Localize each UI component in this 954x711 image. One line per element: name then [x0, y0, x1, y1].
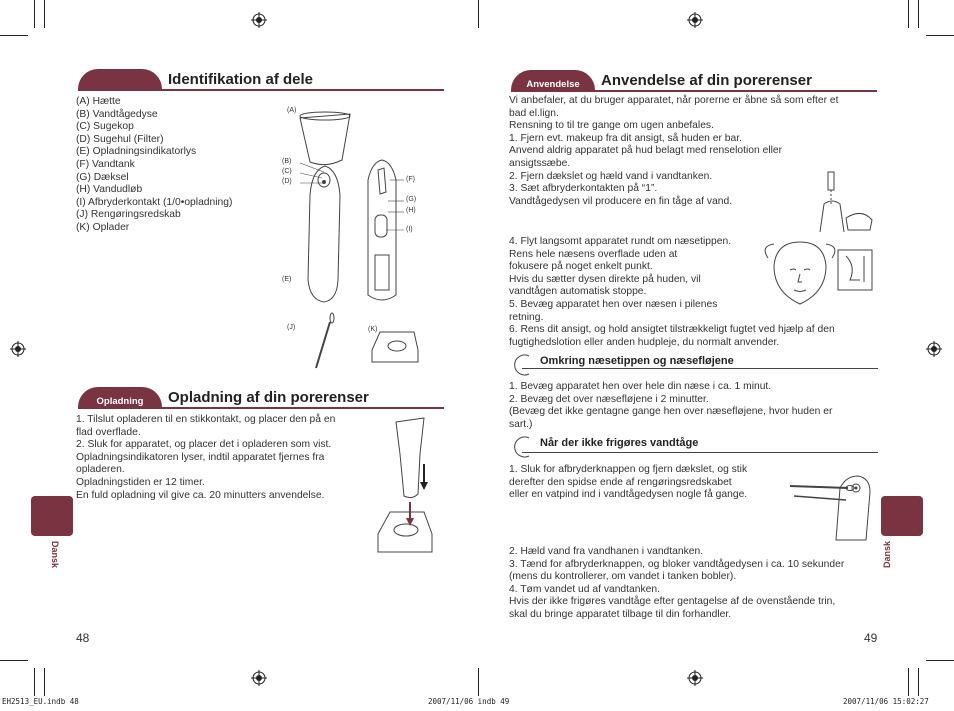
section-title: Identifikation af dele — [168, 71, 314, 88]
text-line: ansigtssæbe. — [509, 157, 571, 169]
section-badge — [78, 69, 162, 91]
text-line: Vandtågedysen vil producere en fin tåge af vand. — [509, 195, 733, 207]
crop-mark — [34, 0, 35, 28]
filling-illustration — [806, 168, 878, 234]
list-item: (C) Sugekop — [76, 121, 134, 133]
crop-mark — [908, 668, 909, 696]
text-line: flad overflade. — [76, 426, 141, 438]
list-item: (H) Vandudløb — [76, 184, 143, 196]
part-label: (H) — [406, 207, 416, 214]
crop-mark — [44, 668, 45, 696]
charge-instructions — [76, 414, 335, 502]
crop-mark — [0, 660, 28, 661]
mist-instructions-cont — [509, 546, 844, 622]
list-item: (E) Opladningsindikatorlys — [76, 146, 197, 158]
registration-mark-icon — [687, 12, 703, 28]
text-line: 4. Tøm vandet ud af vandtanken. — [509, 583, 660, 595]
face-illustration — [760, 236, 876, 310]
registration-mark-icon — [926, 341, 942, 357]
part-label: (K) — [368, 326, 378, 333]
text-line: derefter den spidse ende af rengøringsredskabet — [509, 476, 732, 488]
section-rule — [78, 89, 444, 91]
part-label: (A) — [287, 107, 297, 114]
part-label: (C) — [282, 168, 292, 175]
section-badge: Opladning — [78, 387, 162, 409]
text-line: skal du bringe apparatet tilbage til din forhandler. — [509, 608, 732, 620]
part-label: (B) — [282, 158, 292, 165]
text-line: 2. Fjern dækslet og hæld vand i vandtanken. — [509, 170, 713, 182]
text-line: sart.) — [509, 418, 533, 430]
text-line: (Bevæg det ikke gentagne gange hen over næsefløjene, hvor huden er — [509, 406, 833, 418]
cleaning-tool-illustration — [786, 462, 882, 542]
sub-heading-rule — [522, 368, 878, 369]
text-line: 1. Sluk for afbryderknappen og fjern dækslet, og stik — [509, 464, 748, 475]
registration-mark-icon — [251, 670, 267, 686]
section-rule — [78, 407, 444, 409]
text-line: 1. Tilslut opladeren til en stikkontakt, og placer den på en — [76, 414, 336, 425]
text-line: 5. Bevæg apparatet hen over næsen i pilenes — [509, 298, 718, 310]
parts-list — [76, 96, 232, 235]
text-line: retning. — [509, 311, 544, 323]
part-label: (E) — [282, 276, 292, 283]
text-line: bad el.lign. — [509, 107, 559, 119]
part-label: (I) — [406, 226, 413, 233]
text-line: Hvis der ikke frigøres vandtåge efter gentagelse af de ovenstående trin, — [509, 596, 836, 608]
text-line: 2. Sluk for apparatet, og placer det i opladeren som vist. — [76, 439, 332, 451]
crop-mark — [926, 660, 954, 661]
text-line: (mens du kontrollerer, om vandet i tanken bobler). — [509, 571, 737, 583]
device-parts-illustration — [280, 100, 450, 370]
charging-illustration — [372, 414, 442, 564]
list-item: (I) Afbryderkontakt (1/0•opladning) — [76, 196, 233, 208]
crop-mark — [918, 0, 919, 28]
sub-heading: Når der ikke frigøres vandtåge — [540, 437, 699, 449]
crop-mark — [478, 0, 479, 28]
text-line: eller en vatpind ind i vandtågedysen nogle få gange. — [509, 489, 748, 501]
text-line: Vi anbefaler, at du bruger apparatet, når porerne er åbne så som efter et — [509, 95, 839, 106]
list-item: (J) Rengøringsredskab — [76, 209, 181, 221]
footer-date-left: 2007/11/06 indb 49 — [428, 697, 510, 706]
registration-mark-icon — [251, 12, 267, 28]
text-line: 3. Tænd for afbryderknappen, og bloker vandtågedysen i ca. 10 sekunder — [509, 558, 845, 570]
text-line: opladeren. — [76, 464, 125, 476]
text-line: Rens hele næsens overflade uden at — [509, 248, 678, 260]
side-tab-label: Dansk — [882, 541, 892, 569]
part-label: (J) — [287, 324, 296, 331]
text-line: vandtågen automatisk stoppe. — [509, 286, 647, 298]
text-line: 2. Bevæg det over næsefløjene i 2 minutter. — [509, 393, 709, 405]
text-line: Rensning to til tre gange om ugen anbefales. — [509, 120, 714, 132]
crop-mark — [34, 668, 35, 696]
text-line: Anvend aldrig apparatet på hud belagt med renselotion eller — [509, 145, 783, 157]
sub-heading-rule — [522, 452, 878, 453]
footer-file: EH2513_EU.indb 48 — [2, 697, 79, 706]
section-title: Opladning af din porerenser — [168, 389, 369, 406]
side-tab-label: Dansk — [50, 541, 60, 569]
list-item: (K) Oplader — [76, 221, 130, 233]
part-label: (F) — [406, 176, 415, 183]
side-tab — [31, 496, 73, 536]
part-label: (G) — [406, 196, 417, 203]
sub-heading-marker-icon — [509, 436, 531, 458]
registration-mark-icon — [10, 341, 26, 357]
text-line: 1. Fjern evt. makeup fra dit ansigt, så huden er bar. — [509, 132, 742, 144]
page-number: 48 — [76, 631, 90, 645]
list-item: (B) Vandtågedyse — [76, 108, 158, 120]
page-number: 49 — [864, 631, 878, 645]
list-item: (D) Sugehul (Filter) — [76, 133, 164, 145]
registration-mark-icon — [687, 670, 703, 686]
crop-mark — [44, 0, 45, 28]
sub-heading-marker-icon — [509, 354, 531, 376]
text-line: fugtighedslotion eller anden hudpleje, du normalt anvender. — [509, 336, 780, 348]
crop-mark — [908, 0, 909, 28]
list-item: (F) Vandtank — [76, 158, 135, 170]
text-line: Opladningstiden er 12 timer. — [76, 476, 205, 488]
part-label: (D) — [282, 178, 292, 185]
text-line: 2. Hæld vand fra vandhanen i vandtanken. — [509, 546, 704, 557]
nose-instructions — [509, 381, 832, 431]
crop-mark — [918, 668, 919, 696]
list-item: (G) Dæksel — [76, 171, 129, 183]
sub-heading: Omkring næsetippen og næsefløjene — [540, 355, 734, 367]
text-line: 4. Flyt langsomt apparatet rundt om næsetippen. — [509, 236, 732, 247]
footer-date-right: 2007/11/06 15:02:27 — [843, 697, 929, 706]
usage-instructions — [509, 95, 839, 208]
text-line: Opladningsindikatoren lyser, indtil apparatet fjernes fra — [76, 451, 325, 463]
text-line: fokusere på noget enkelt punkt. — [509, 261, 653, 273]
mist-instructions — [509, 464, 747, 502]
section-title: Anvendelse af din porerenser — [601, 72, 812, 89]
section-badge: Anvendelse — [511, 70, 595, 92]
text-line: 6. Rens dit ansigt, og hold ansigtet tilstrækkeligt fugtet ved hjælp af den — [509, 324, 835, 336]
crop-mark — [478, 668, 479, 696]
section-rule — [511, 90, 877, 92]
list-item: (A) Hætte — [76, 96, 121, 107]
crop-mark — [0, 35, 28, 36]
side-tab — [881, 496, 923, 536]
crop-mark — [926, 35, 954, 36]
text-line: 3. Sæt afbryderkontakten på “1”. — [509, 183, 658, 195]
text-line: 1. Bevæg apparatet hen over hele din næse i ca. 1 minut. — [509, 381, 772, 392]
text-line: Hvis du sætter dysen direkte på huden, vil — [509, 273, 701, 285]
text-line: En fuld opladning vil give ca. 20 minutters anvendelse. — [76, 489, 325, 501]
